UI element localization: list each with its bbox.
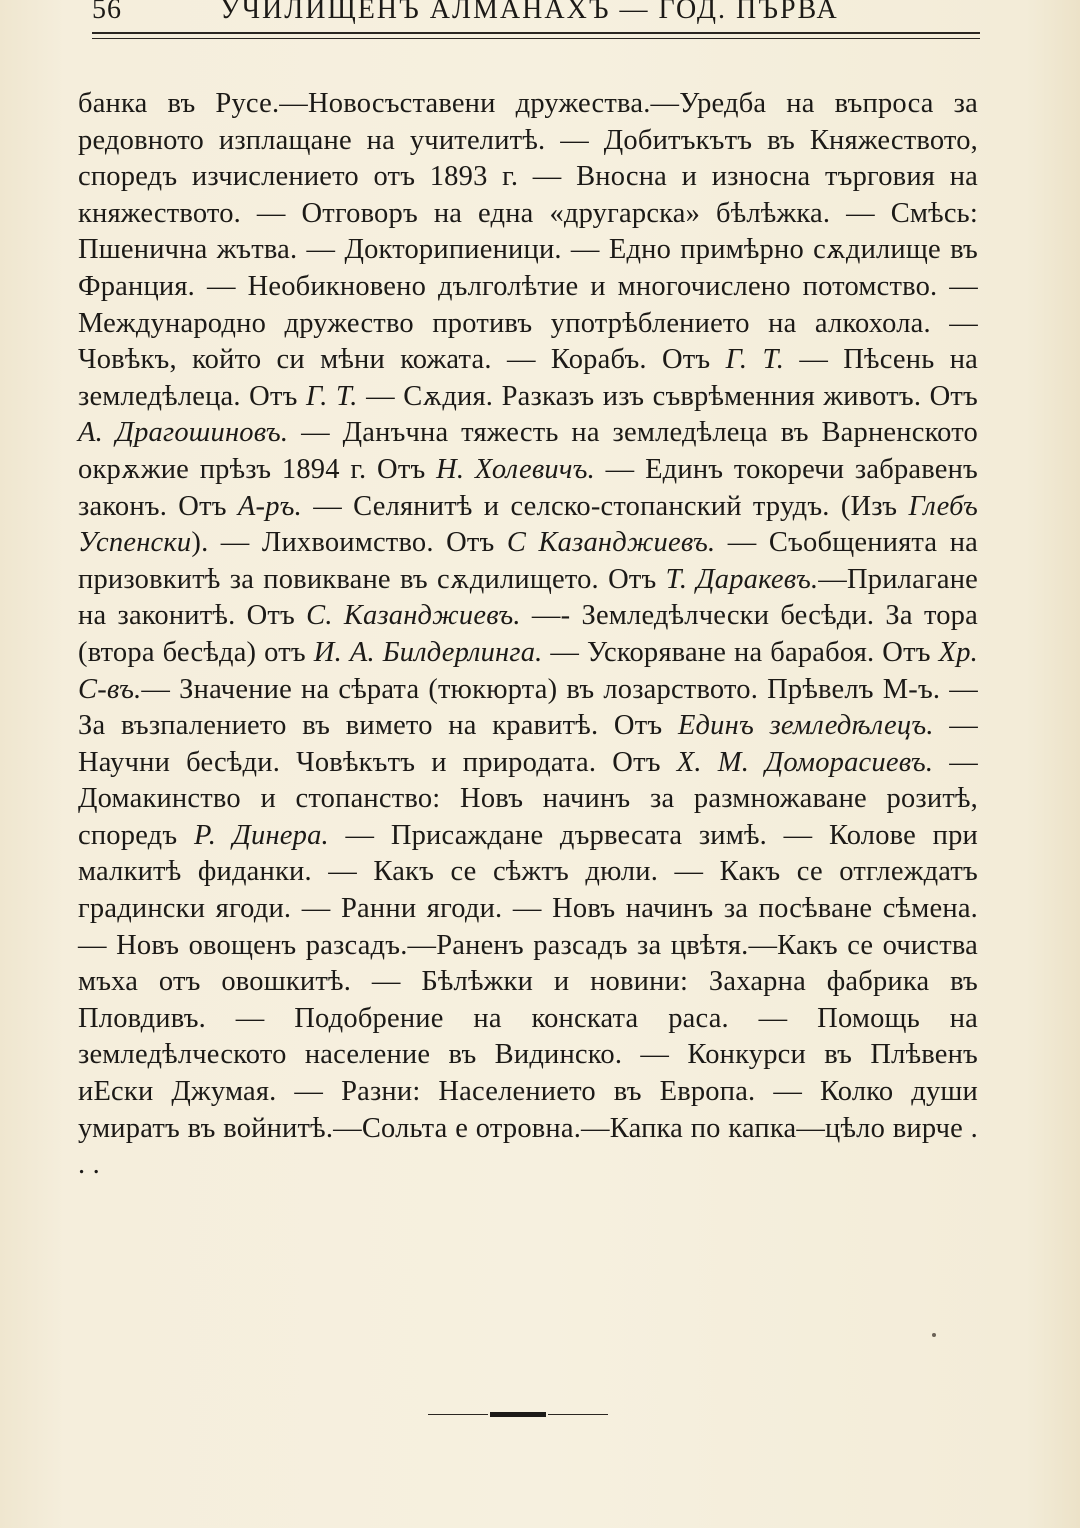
- author-name: А. Драгошиновъ.: [78, 417, 289, 449]
- ornament-line-left: [428, 1414, 488, 1415]
- text-run: — Значение на сѣрата (тюкюрта) въ лозарството. Прѣвелъ М-ъ. — За възпалението въ вимето на кравитѣ. Отъ: [78, 673, 978, 742]
- text-run: — Селянитѣ и селско-стопанский трудъ. (Изъ: [302, 490, 909, 522]
- author-name: Н. Холевичъ.: [436, 453, 595, 485]
- text-run: — Домакинство и стопанство: Новъ начинъ за размножаване розитѣ, споредъ: [78, 746, 978, 851]
- text-run: — Сѫдия. Разказъ изъ съврѣменния животъ. Отъ: [357, 380, 978, 412]
- text-run: —Прилагане на законитѣ. Отъ: [78, 563, 978, 632]
- text-run: — Ускоряване на барабоя. Отъ: [542, 636, 939, 668]
- text-run: — Присаждане дървесата зимѣ. — Колове при малкитѣ фиданки. — Какъ се сѣжтъ дюли. — Какъ се отглеждатъ градински ягоди. — Ранни ягоди. — Новъ начинъ за посѣване сѣмена. — Новъ овощенъ разсадъ.—Раненъ разсадъ за цвѣтя.—Какъ се очиства мъха отъ овошкитѣ. — Бѣлѣжки и новини: Захарна фабрика въ Пловдивъ. — Подобрение на конската раса. — Помощь на земледѣлческото население въ Видинско. — Конкурси въ Плѣвенъ иЕски Джумая. — Разни: Населението въ Европа. — Колко души умиратъ въ войнитѣ.—Сольта е отровна.—Капка по капка—цѣло вирче . . .: [78, 819, 978, 1181]
- author-name: Х. М. Доморасиевъ.: [676, 746, 934, 778]
- text-run: банка въ Русе.—Новосъставени дружества.—Уредба на въпроса за редовното изплащане на учителитѣ. — Добитъкътъ въ Княжеството, споредъ изчислението отъ 1893 г. — Вносна и износна търговия на княжеството. — Отговоръ на една «другарска» бѣлѣжка. — Смѣсь: Пшенична жътва. — Докторипиеници. — Едно примѣрно сѫдилище въ Франция. — Необикновено дълголѣтие и многочислено потомство. — Международно дружество противъ употрѣблението на алкохола. — Човѣкъ, който си мѣни кожата. — Корабъ. Отъ: [78, 88, 978, 376]
- running-title: УЧИЛИЩЕНЪ АЛМАНАХЪ — ГОД. ПЪРВА: [220, 0, 839, 25]
- page-number: 56: [92, 0, 122, 25]
- author-name: С. Казанджиевъ.: [306, 600, 521, 632]
- page-header: [92, 0, 980, 26]
- ornament-bar: [490, 1412, 546, 1417]
- author-name: Единъ земледѣлецъ.: [677, 710, 934, 742]
- header-rule-thin: [92, 38, 980, 39]
- author-name: Глебъ Успенски: [78, 490, 978, 559]
- text-run: — Пѣсень на земледѣлеца. Отъ: [78, 344, 978, 412]
- text-run: ). — Лихвоимство. Отъ: [191, 527, 507, 559]
- text-run: — Съобщенията на призовкитѣ за повикване въ сѫдилището. Отъ: [78, 527, 978, 595]
- author-name: А-ръ.: [237, 490, 302, 522]
- author-name: Р. Динера.: [193, 819, 329, 851]
- ornament-line-right: [548, 1414, 608, 1415]
- paper-speck: [932, 1333, 936, 1337]
- author-name: Т. Даракевъ.: [665, 563, 819, 595]
- author-name: С Казанджиевъ.: [506, 527, 716, 559]
- author-name: Г. Т.: [725, 344, 785, 376]
- author-name: Хр. С-въ.: [78, 636, 978, 705]
- author-name: Г. Т.: [306, 380, 358, 412]
- text-run: — Научни бесѣди. Човѣкътъ и природата. Отъ: [78, 710, 979, 778]
- text-run: —- Земледѣлчески бесѣди. За тора (втора бесѣда) отъ: [78, 600, 978, 668]
- header-rule: [92, 32, 980, 34]
- end-ornament: [428, 1410, 608, 1420]
- text-run: — Единъ токоречи забравенъ законъ. Отъ: [78, 453, 978, 522]
- text-run: — Данъчна тяжесть на земледѣлеца въ Варненското окрѫжие прѣзъ 1894 г. Отъ: [78, 417, 978, 485]
- author-name: И. А. Билдерлинга.: [313, 636, 543, 668]
- table-of-contents-paragraph: [78, 86, 978, 1184]
